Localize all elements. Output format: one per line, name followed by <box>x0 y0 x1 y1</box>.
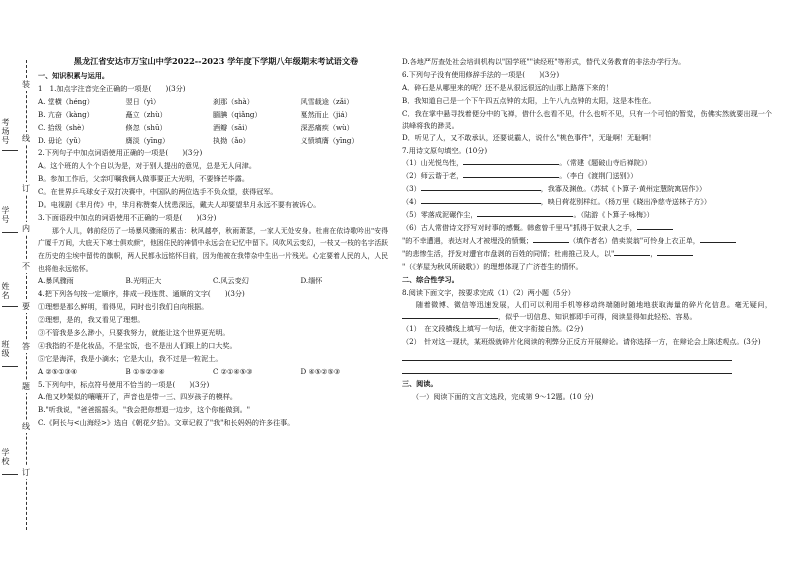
q1-option-word: 倏忽（shū） <box>125 122 167 132</box>
question-stem: 6.下列句子没有使用修辞手法的一项是( )(3分) <box>402 69 560 79</box>
reading-instruction: （一）阅读下面的文言文选段，完成第 9～12题。(10 分) <box>412 392 594 402</box>
question-stem: 7.用诗文原句填空。(10分) <box>402 145 488 155</box>
q1-option[interactable]: B. 亢奋（kàng） <box>38 109 94 119</box>
margin-glyph: 装 <box>22 80 30 89</box>
q1-option-word: 酒瓣（sāi） <box>213 122 252 132</box>
q1-option[interactable]: C. 拾级（shè） <box>38 122 89 132</box>
q7-sub6-text: "的不幸遭遇，表达对人才被埋没的愤慨； <box>402 235 533 245</box>
q3-option[interactable]: B.光明正大 <box>125 276 162 286</box>
section-heading: 三、阅读。 <box>402 379 438 389</box>
question-stem: 4.把下列各句按一定顺序，排成一段连贯、通顺的文字( )(3分) <box>38 289 245 299</box>
q4-sentence: ①理想是那么鲜明，看得见，同时也引我们自向根据。 <box>38 302 209 312</box>
margin-glyph: 内 <box>22 224 30 233</box>
q2-option[interactable]: B。参加工作后，父亲叮嘱我俩人做事要正大光明，不要锋芒毕露。 <box>38 174 249 184</box>
q1-option-word: 刹那（shà） <box>213 96 254 106</box>
q1-option-row <box>38 135 388 148</box>
q1-option-word: 执拗（ǎo） <box>213 135 250 145</box>
q1-option-word: 矗立（zhù） <box>125 109 167 119</box>
q2-option[interactable]: C。在世界乒乓球女子双打决赛中，中国队的两位选手不负众望，获得冠军。 <box>38 187 278 197</box>
margin-glyph: 订 <box>22 184 30 193</box>
q7-row <box>402 196 772 209</box>
q1-option-word: 腼腆（qiǎng） <box>213 109 262 119</box>
q5-option[interactable]: A.他又吵架似的嚷嚷开了，声音也是带一三、四岁孩子的模样。 <box>38 392 237 402</box>
q7-source: 。（李白《渡荆门送别》） <box>559 171 638 181</box>
margin-label-class: 班级 <box>1 340 10 358</box>
q7-source: 。（常建《题破山寺后禅院》） <box>559 158 652 168</box>
answer-blank[interactable] <box>700 235 736 243</box>
margin-glyph: 要 <box>22 302 30 311</box>
q7-sub6 <box>402 222 772 235</box>
answer-blank[interactable] <box>421 196 541 204</box>
q7-prompt: （2）师云谐于老， <box>402 171 464 181</box>
question-stem: 3.下面语段中加点的词语使用不正确的一项是( )(3分) <box>38 212 217 222</box>
q7-prompt: （5）零落成泥碾作尘， <box>402 210 478 220</box>
margin-label-name: 姓名 <box>1 282 10 300</box>
q7-sub6-end: "（《茅屋为秋风所破歌》）的理想体现了广济苍生的情怀。 <box>402 261 583 271</box>
q1-option-word: 深恶痛疾（wù） <box>300 122 354 132</box>
student-id-field[interactable] <box>2 232 18 233</box>
answer-line[interactable] <box>402 361 732 374</box>
margin-glyph: 订 <box>22 468 30 477</box>
q3-options <box>38 275 388 288</box>
q3-option[interactable]: C.风云变幻 <box>213 276 249 286</box>
section-heading: 二、综合性学习。 <box>402 274 459 284</box>
q7-prompt: （4） <box>402 197 421 207</box>
q7-sub6-text: "的悲惨生活，抒发对遭官市盘剥的百姓的同情；杜甫推己及人，以" <box>402 248 615 258</box>
q8-passage <box>402 299 772 323</box>
q4-sentence: ②理想，是的，我又看见了理想。 <box>38 314 145 324</box>
question-stem: 1 1.加点字注音完全正确的一项是( )(3分) <box>38 83 186 93</box>
question-stem: 2.下列句子中加点词语使用正确的一项是( )(3分) <box>38 148 203 158</box>
answer-blank[interactable] <box>657 248 693 256</box>
answer-line[interactable] <box>402 348 732 361</box>
q1-option[interactable]: D. 毋论（yǔ） <box>38 135 85 145</box>
q1-option-word: 义愤填膺（yīng） <box>300 135 359 145</box>
q4-option[interactable]: C ②①④⑤③ <box>213 366 253 376</box>
q1-option-word: 戛然而止（jiá） <box>300 109 352 119</box>
q4-sentence: ⑤它是海洋，我是小滴水；它是大山，我不过是一粒泥土。 <box>38 353 223 363</box>
margin-label-student-id: 学号 <box>1 206 10 224</box>
answer-blank[interactable] <box>421 183 541 191</box>
q7-sub6 <box>402 235 772 248</box>
q7-prompt: （3） <box>402 184 421 194</box>
q5-option[interactable]: C.《阿长与<山海经>》选自《朝花夕拾》。文章记叙了"我"和长妈妈的许多往事。 <box>38 418 295 428</box>
q7-sub6-text: （6）古人常借诗文抒写对时事的感慨。韩愈曾千里马"抓得于奴隶人之手， <box>402 222 637 232</box>
q1-option-word: 膺淡（yīng） <box>125 135 170 145</box>
left-column <box>38 70 388 430</box>
binding-margin <box>0 0 36 561</box>
answer-blank[interactable] <box>463 157 559 165</box>
q7-sub6-text: ， <box>650 248 658 258</box>
answer-blank[interactable] <box>402 311 498 319</box>
q2-option[interactable]: D。电视剧《芈月传》中，芈月称赞秦人忧患深远，戴夫人却要望芈月永远不要有被诉心。 <box>38 200 321 210</box>
answer-blank[interactable] <box>614 248 650 256</box>
q7-row <box>402 183 772 196</box>
q6-option[interactable]: D．听见了人，又不敢承认，还要说霸人，说什么"桃色事件"，无耻啊！无耻啊！ <box>402 132 656 142</box>
exam-room-field[interactable] <box>2 150 18 151</box>
school-field[interactable] <box>2 474 18 475</box>
q8-sub: （2） 针对这一现状，某班级就碎片化阅读的利弊分正反方开展辩论。请你选择一方，在辩论会上陈述观点。(3分) <box>402 337 761 347</box>
answer-blank[interactable] <box>533 235 569 243</box>
q1-option-row <box>38 96 388 109</box>
q8-passage-text: ，似乎一切信息、知识都即手可得，阅读显得如此轻松、容易。 <box>498 312 697 322</box>
q3-option[interactable]: A.暴风骤雨 <box>38 276 74 286</box>
margin-label-school: 学校 <box>1 448 10 466</box>
q6-option[interactable]: B．我知道自己是一个下午四五点钟的太阳，上午八九点钟的太阳，这是本性在。 <box>402 95 656 105</box>
q7-source: ，映日荷花别样红。（杨万里《晓出净慈寺送林子方》） <box>540 197 711 207</box>
q7-sub6-text: （填作者名）借卖炭翁"可怜身上衣正单， <box>568 235 700 245</box>
q3-option[interactable]: D.缅怀 <box>300 276 323 286</box>
right-column <box>402 56 772 404</box>
q1-option-row <box>38 109 388 122</box>
answer-blank[interactable] <box>463 170 559 178</box>
q7-row <box>402 157 772 170</box>
section-heading: 一、知识积累与运用。 <box>38 71 109 80</box>
q1-option-word: 风雪载途（zǎi） <box>300 96 354 106</box>
q1-option[interactable]: A. 堂横（héng） <box>38 96 94 106</box>
q1-option-row <box>38 122 388 135</box>
cut-line <box>26 60 27 530</box>
margin-glyph: 不 <box>22 262 30 271</box>
q7-prompt: （1）山光悦鸟性， <box>402 158 464 168</box>
q7-row <box>402 170 772 183</box>
q5-option[interactable]: D.各地严厉查处社会培训机构以"国学班""读经班"等形式，替代义务教育的非法办学行为。 <box>402 57 686 66</box>
q4-options <box>38 366 388 379</box>
q7-source: 。（陆游《卜算子·咏梅》） <box>573 210 654 220</box>
margin-glyph: 答 <box>22 342 30 351</box>
margin-glyph: 线 <box>22 422 30 431</box>
q7-source: ，我寡及渊鱼。（苏轼《卜算子·黄州定慧院寓居作》） <box>540 184 707 194</box>
question-stem: 5.下列句中，标点符号使用不恰当的一项是( )(3分) <box>38 379 210 389</box>
q7-sub6 <box>402 248 772 261</box>
answer-blank[interactable] <box>477 209 573 217</box>
q6-option[interactable]: A．碎石是从哪里来的呢？还不是从很远很远的山那上路落下来的！ <box>402 82 613 92</box>
q3-passage: 那个人儿，韩前经历了一场暴风骤雨的累击：秋风越亭，秋雨萧瑟，一家人无处安身。杜甫在依诗歌吟出"安得广厦千万间，大庇天下寒士俱欢颜"，他困住民的神情中永远会在记忆中留下。风吹风云变幻，一枝又一枝的名字活跃在历史的尘埃中留传的旗帜，两人民都永远铭怀目前，因为他被在我带杂中生出一片残光。心定要着人民的人，人民也将他永远铭怀。 <box>38 226 388 273</box>
class-field[interactable] <box>2 366 18 367</box>
q4-sentence: ④我指的不是化妆品，不是宝饭，也不是出人们眼上的口大奖。 <box>38 340 237 350</box>
margin-glyph: 题 <box>22 382 30 391</box>
q8-passage-text: 随着微博、微信等迅速发展，人们可以利用手机等移动终端随时随地地获取海量的碎片化信息。毫无疑问， <box>416 300 772 310</box>
q4-option[interactable]: D ④⑤②⑤③ <box>300 366 341 376</box>
q4-option[interactable]: B ①⑤②③④ <box>125 366 165 376</box>
margin-glyph: 线 <box>22 134 30 143</box>
margin-label-exam-room: 考场号 <box>1 118 10 145</box>
question-stem: 8.阅读下面文字，按要求完成（1）（2）两小题（5分） <box>402 287 575 297</box>
q8-sub: （1） 在文段横线上填写一句话，使文字衔接自然。(2分) <box>402 324 584 334</box>
q2-option[interactable]: A。这个班的人个个自以为是，对于别人提出的意见，总是无人问津。 <box>38 161 256 171</box>
q4-option[interactable]: A ②⑤①③④ <box>38 366 78 376</box>
exam-title: 黑龙江省安达市万宝山中学2022--2023 学年度下学期八年级期末考试语文卷 <box>73 56 359 66</box>
q1-option-word: 翌日（yì） <box>125 96 161 106</box>
name-field[interactable] <box>2 306 18 307</box>
q6-option[interactable]: C．我在掌中悬寻找着便分中的飞禅，借什么也看不见，什么也听不见，只有一个可怕的暂觉，伤佛实然就要出现一个洪峰将我的渺灵。 <box>402 108 772 130</box>
q4-sentence: ③不管我是多么渺小，只要我努力，就能让这个世界更光明。 <box>38 327 230 337</box>
q5-option[interactable]: B."听我说，"爸爸摇摇头，"我会把你想退一边步，这个你能做到。" <box>38 405 251 415</box>
answer-blank[interactable] <box>637 222 673 230</box>
q7-row <box>402 209 772 222</box>
